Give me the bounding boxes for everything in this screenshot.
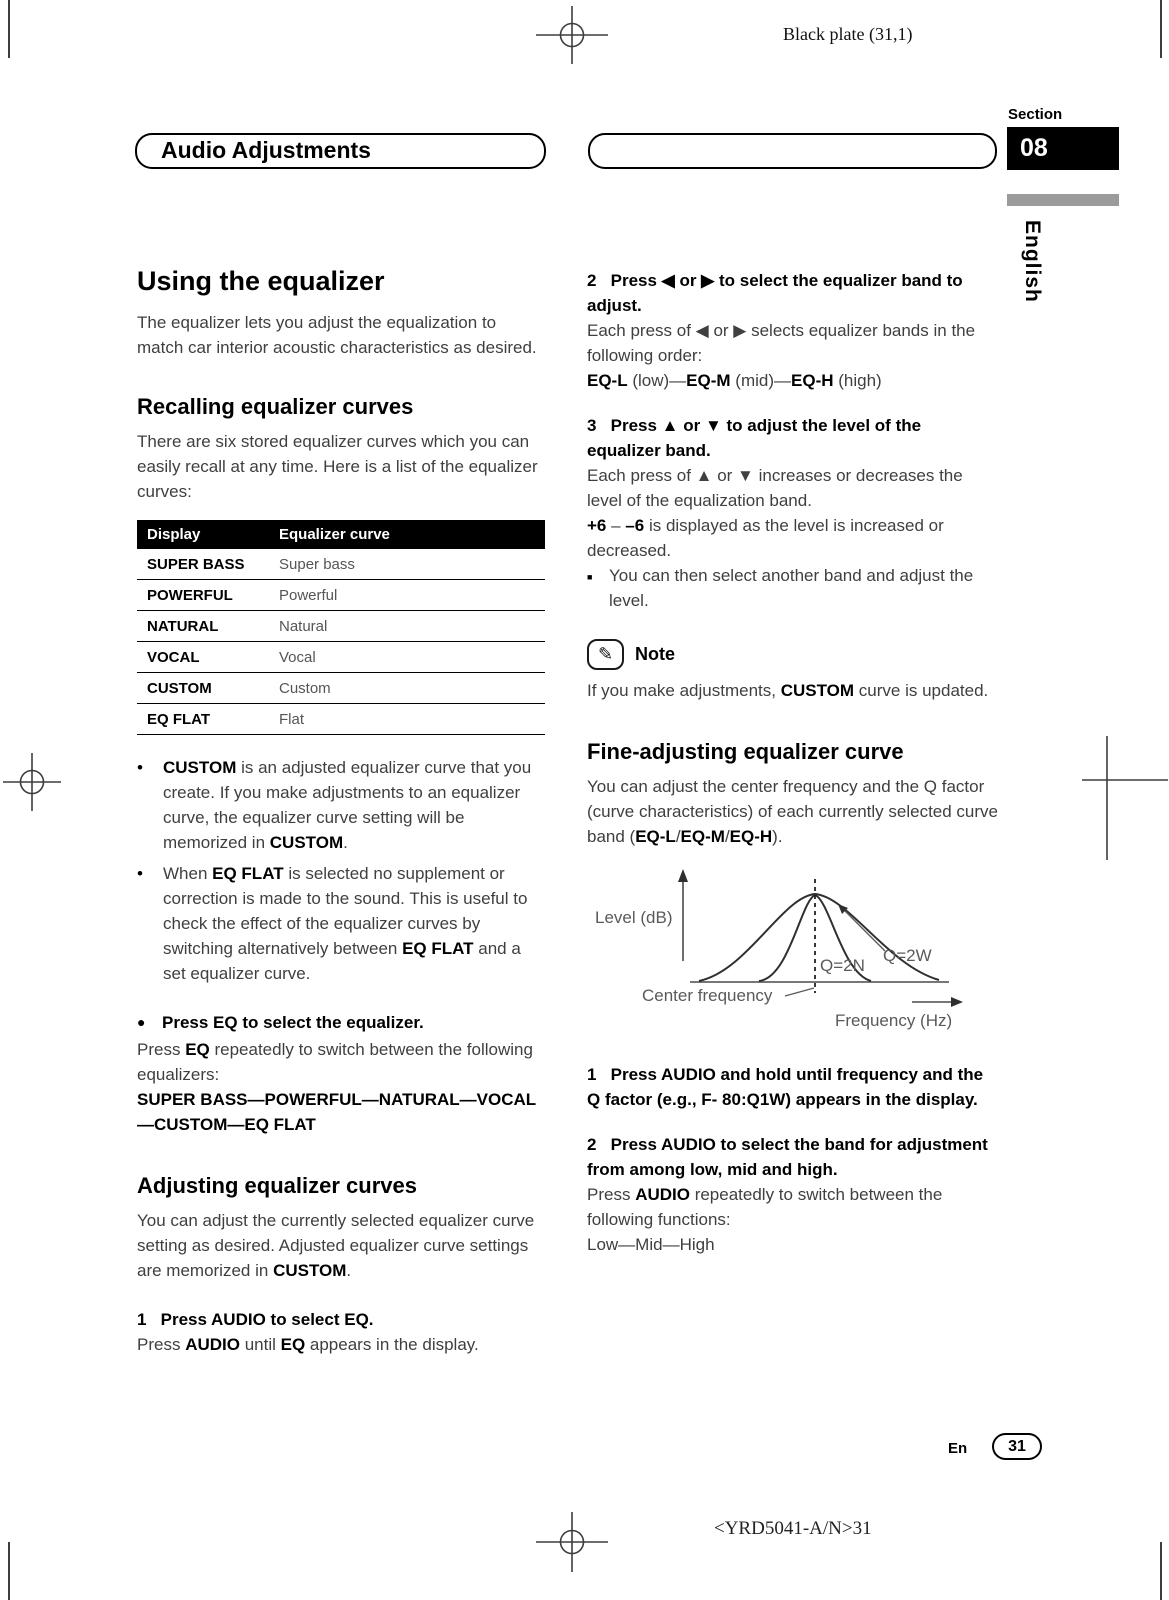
step-1-audio-eq: 1 Press AUDIO to select EQ. (137, 1310, 374, 1329)
q-wide-curve (699, 894, 939, 981)
cell-curve: Vocal (269, 642, 545, 673)
footer-print-code: <YRD5041-A/N>31 (714, 1518, 872, 1539)
paragraph-fine-step-2: Press AUDIO repeatedly to switch between the following functions: (587, 1185, 943, 1229)
bullet-select-band-text: You can then select another band and adjust the level. (609, 566, 974, 610)
bullet-icon: • (137, 864, 143, 883)
cell-curve: Flat (269, 704, 545, 735)
section-underline-bar (1007, 194, 1119, 206)
frequency-axis-arrowhead (951, 997, 963, 1007)
center-frequency-label: Center frequency (642, 986, 773, 1005)
table-row (137, 673, 545, 704)
square-bullet-icon: ■ (587, 572, 593, 582)
paragraph-press-eq: Press EQ repeatedly to switch between the following equalizers: (137, 1040, 533, 1084)
cell-display: EQ FLAT (137, 704, 269, 735)
cell-curve: Natural (269, 611, 545, 642)
q-wide-pointer-line (845, 911, 885, 951)
step-2-select-band: 2 Press ◀ or ▶ to select the equalizer band to adjust. (587, 271, 963, 315)
note-pencil-icon: ✎ (587, 639, 624, 670)
note-label: Note (635, 644, 675, 664)
heading-using-equalizer: Using the equalizer (137, 266, 385, 296)
cell-display: POWERFUL (137, 580, 269, 611)
list-item (137, 755, 545, 855)
q-factor-diagram (587, 861, 997, 1041)
frequency-axis-label: Frequency (Hz) (835, 1011, 953, 1030)
cell-curve: Powerful (269, 580, 545, 611)
cell-display: CUSTOM (137, 673, 269, 704)
table-row (137, 642, 545, 673)
cell-curve: Super bass (269, 549, 545, 580)
cell-display: SUPER BASS (137, 549, 269, 580)
level-axis-arrowhead (678, 869, 688, 882)
table-header-curve: Equalizer curve (269, 520, 545, 549)
q-narrow-label: Q=2N (820, 956, 865, 975)
paragraph-fine-adjusting: You can adjust the center frequency and the Q factor (curve characteristics) of each currently selected curve band (EQ-L/EQ-M/EQ-H). (587, 777, 998, 846)
table-row (137, 611, 545, 642)
cell-display: NATURAL (137, 611, 269, 642)
table-row (137, 704, 545, 735)
instruction-press-eq-label: Press EQ to select the equalizer. (162, 1013, 424, 1032)
paragraph-using-equalizer: The equalizer lets you adjust the equalization to match car interior acoustic characteristics as desired. (137, 313, 537, 357)
header-empty-box (588, 133, 997, 169)
bullet-eqflat-text: When EQ FLAT is selected no supplement or correction is made to the sound. This is useful to check the effect of the equalizer curves by switching alternatively between EQ FLAT and a set equalizer curve. (163, 864, 528, 983)
registration-mark-left (3, 753, 61, 811)
bullet-icon: • (137, 758, 143, 777)
language-tab: English (1021, 220, 1044, 303)
section-label: Section (1008, 106, 1063, 123)
page-number-badge: 31 (992, 1433, 1042, 1460)
list-item (587, 563, 999, 613)
cell-display: VOCAL (137, 642, 269, 673)
paragraph-step-3: Each press of ▲ or ▼ increases or decreases the level of the equalization band. (587, 466, 963, 510)
fine-step-2: 2 Press AUDIO to select the band for adjustment from among low, mid and high. (587, 1135, 988, 1179)
paragraph-step-1: Press AUDIO until EQ appears in the display. (137, 1335, 479, 1354)
footer-language: En (948, 1440, 968, 1457)
table-row (137, 580, 545, 611)
trim-mark-bottom-right (1160, 1542, 1162, 1600)
equalizer-curve-table (137, 520, 545, 735)
fine-step-1: 1 Press AUDIO and hold until frequency and the Q factor (e.g., F- 80:Q1W) appears in the display. (587, 1065, 984, 1109)
heading-recalling-curves: Recalling equalizer curves (137, 394, 414, 419)
bullet-custom-text: CUSTOM is an adjusted equalizer curve that you create. If you make adjustments to an equalizer curve, the equalizer curve setting will be memorized in CUSTOM. (163, 758, 532, 852)
chapter-title: Audio Adjustments (161, 137, 371, 163)
heading-adjusting-curves: Adjusting equalizer curves (137, 1173, 417, 1198)
paragraph-level-range: +6 – –6 is displayed as the level is increased or decreased. (587, 516, 944, 560)
paragraph-step-2: Each press of ◀ or ▶ selects equalizer bands in the following order: (587, 321, 976, 365)
instruction-press-eq (137, 1010, 545, 1035)
trim-mark-top-right (1160, 0, 1162, 58)
paragraph-adjusting-curves: You can adjust the currently selected equalizer curve setting as desired. Adjusted equalizer curve settings are memorized in CUSTOM. (137, 1211, 535, 1280)
q-wide-label: Q=2W (883, 946, 932, 965)
list-item (137, 861, 545, 986)
trim-mark-top-left (8, 0, 10, 58)
paragraph-note: If you make adjustments, CUSTOM curve is updated. (587, 681, 989, 700)
cell-curve: Custom (269, 673, 545, 704)
table-row (137, 549, 545, 580)
step-3-adjust-level: 3 Press ▲ or ▼ to adjust the level of the equalizer band. (587, 416, 922, 460)
registration-mark-bottom (534, 1512, 610, 1572)
chapter-title-box (135, 133, 546, 169)
equalizer-sequence: SUPER BASS—POWERFUL—NATURAL—VOCAL—CUSTOM—EQ FLAT (137, 1090, 537, 1134)
right-column (587, 268, 999, 1257)
band-order-sequence: EQ-L (low)—EQ-M (mid)—EQ-H (high) (587, 371, 882, 390)
trim-mark-bottom-left (8, 1542, 10, 1600)
plate-label: Black plate (31,1) (783, 24, 913, 44)
table-header-display: Display (137, 520, 269, 549)
left-column (137, 266, 545, 1357)
section-number-badge: 08 (1007, 127, 1119, 170)
note-block (587, 639, 999, 670)
registration-mark-right (1082, 736, 1168, 860)
heading-fine-adjusting: Fine-adjusting equalizer curve (587, 739, 904, 764)
table-header-row (137, 520, 545, 549)
level-axis-label: Level (dB) (595, 908, 673, 927)
paragraph-recalling-curves: There are six stored equalizer curves which you can easily recall at any time. Here is a list of the equalizer curves: (137, 432, 538, 501)
registration-mark-top (534, 6, 610, 64)
disc-bullet-icon: ● (137, 1014, 146, 1030)
center-frequency-connector (785, 988, 814, 996)
band-low-mid-high: Low—Mid—High (587, 1235, 715, 1254)
